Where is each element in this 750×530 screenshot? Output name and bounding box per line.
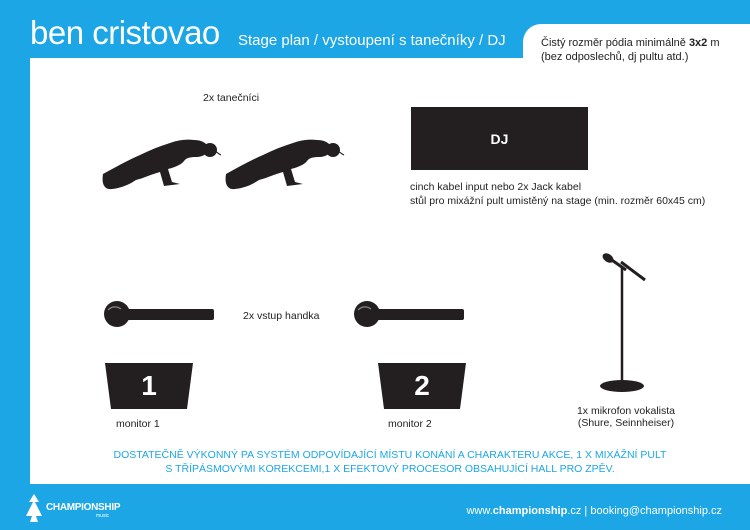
artist-first-name: ben <box>30 14 93 51</box>
vocal-mic-note <box>575 405 677 429</box>
dancer-silhouette-icon <box>100 128 222 194</box>
handheld-label: 2x vstup handka <box>243 310 320 322</box>
monitor-number: 1 <box>141 370 157 401</box>
pa-note-line1: DOSTATEČNĚ VÝKONNÝ PA SYSTÉM ODPOVÍDAJÍCÍ MÍSTU KONÁNÍ A CHARAKTERU AKCE, 1 X MIXÁŽNÍ PULT <box>113 449 667 461</box>
monitor-number: 2 <box>414 370 430 401</box>
website-tld: .cz <box>567 505 582 517</box>
dj-cable-note <box>410 180 705 208</box>
booking-email-link[interactable]: booking@championship.cz <box>590 505 722 517</box>
footer-contact <box>466 505 722 517</box>
website-prefix: www. <box>466 505 493 517</box>
microphone-stand-icon <box>595 252 651 396</box>
vocal-mic-line1: 1x mikrofon vokalista <box>576 405 676 417</box>
website-link[interactable] <box>466 505 581 517</box>
footer-separator: | <box>581 505 591 517</box>
monitor-label: monitor 2 <box>388 418 432 430</box>
stage-size-value: 3x2 <box>688 37 708 49</box>
artist-last-name: cristovao <box>92 14 220 51</box>
artist-name <box>30 14 220 52</box>
dj-table: DJ <box>411 107 588 170</box>
logo-tagline: music <box>96 513 110 519</box>
pa-system-note <box>30 448 750 476</box>
dancer-silhouette-icon <box>223 128 345 194</box>
logo-wordmark: CHAMPIONSHIP <box>46 502 121 513</box>
stage-size-prefix: Čistý rozměr pódia minimálně <box>541 37 689 49</box>
stage-monitor-2 <box>378 363 466 409</box>
stage-size-note <box>541 36 741 64</box>
monitor-label: monitor 1 <box>116 418 160 430</box>
stage-size-unit: m <box>707 37 720 49</box>
handheld-microphone-icon <box>353 300 465 328</box>
dj-cable-line1: cinch kabel input nebo 2x Jack kabel <box>410 181 582 193</box>
vocal-mic-line2: (Shure, Seinnheiser) <box>577 417 675 429</box>
document-subtitle: Stage plan / vystoupení s tanečníky / DJ <box>238 32 506 49</box>
stage-monitor-1 <box>105 363 193 409</box>
pa-note-line2: S TŘÍPÁSMOVÝMI KOREKCEMI,1 X EFEKTOVÝ PROCESOR OBSAHUJÍCÍ HALL PRO ZPĚV. <box>165 463 615 475</box>
dj-cable-line2: stůl pro mixážní pult umistěný na stage (min. rozměr 60x45 cm) <box>410 195 706 207</box>
website-domain: championship <box>492 505 568 517</box>
stage-size-exclusions: (bez odposlechů, dj pultu atd.) <box>541 51 689 63</box>
dancers-label: 2x tanečníci <box>203 92 260 104</box>
handheld-microphone-icon <box>103 300 215 328</box>
championship-logo-icon <box>24 494 44 522</box>
